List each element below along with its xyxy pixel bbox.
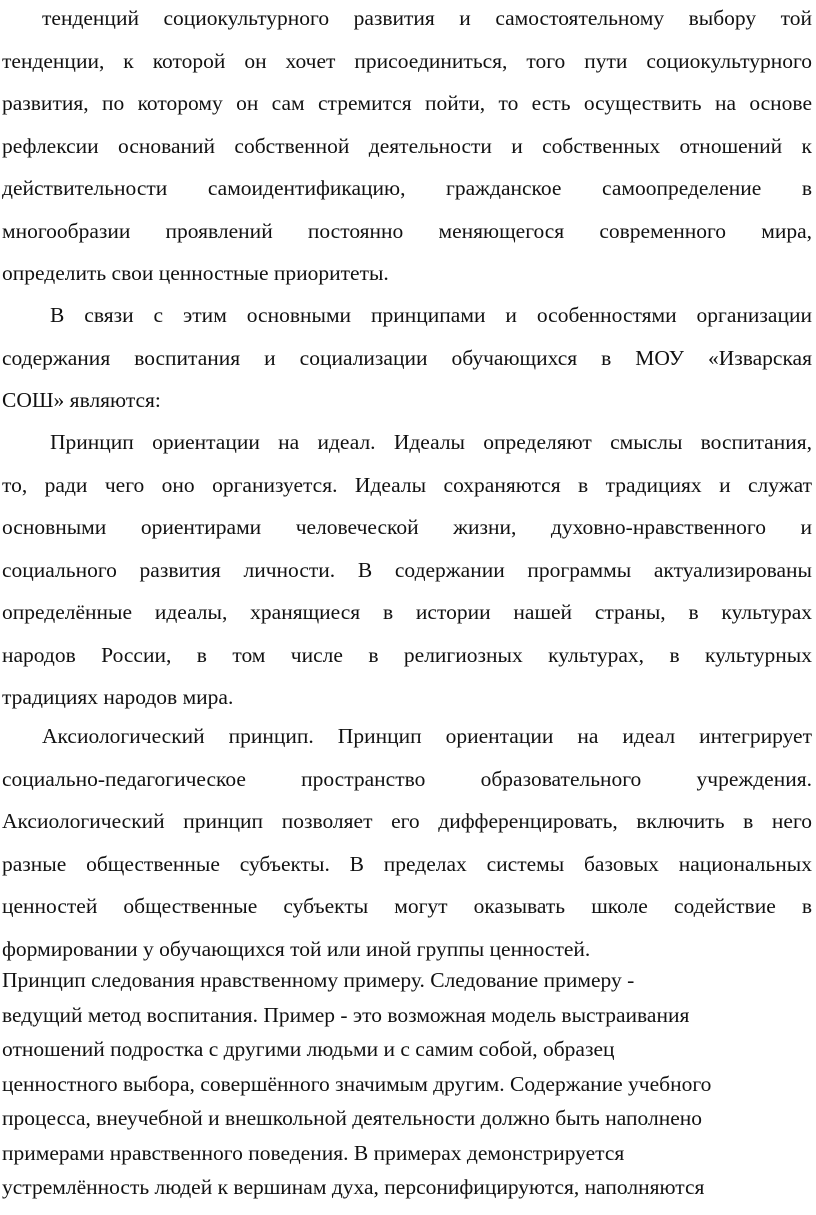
text-line: определить свои ценностные приоритеты. (2, 261, 389, 285)
text-line: разные общественные субъекты. В пределах системы базовых национальных (2, 851, 812, 876)
text-line: формировании у обучающихся той или иной группы ценностей. (2, 936, 591, 961)
text-line: то, ради чего оно организуется. Идеалы сохраняются в традициях и служат (2, 472, 812, 497)
text-line: рефлексии оснований собственной деятельности и собственных отношений к (2, 133, 812, 158)
text-line: СОШ» являются: (2, 388, 161, 412)
text-line: многообразии проявлений постоянно меняющегося современного мира, (2, 218, 812, 243)
text-line: ведущий метод воспитания. Пример - это возможная модель выстраивания (2, 1002, 690, 1027)
text-line: традициях народов мира. (2, 685, 234, 709)
text-line: тенденции, к которой он хочет присоединиться, того пути социокультурного (2, 48, 812, 73)
text-line: социального развития личности. В содержании программы актуализированы (2, 557, 812, 582)
text-line: Принцип следования нравственному примеру. Следование примеру - (2, 968, 635, 992)
text-line: определённые идеалы, хранящиеся в истории нашей страны, в культурах (2, 600, 812, 624)
text-line: ценностей общественные субъекты могут оказывать школе содействие в (2, 894, 812, 918)
text-line: развития, по которому он сам стремится пойти, то есть осуществить на основе (2, 91, 812, 115)
paragraph-4 (2, 715, 812, 970)
paragraph-1 (2, 0, 812, 295)
text-line: Аксиологический принцип позволяет его дифференцировать, включить в него (2, 809, 812, 833)
text-line: тенденций социокультурного развития и самостоятельному выбору той (42, 6, 812, 30)
text-line: основными ориентирами человеческой жизни, духовно-нравственного и (2, 515, 812, 539)
paragraph-2 (2, 294, 812, 422)
text-line: действительности самоидентификацию, гражданское самоопределение в (2, 176, 812, 200)
paragraph-5 (2, 963, 812, 1205)
text-line: социально-педагогическое пространство образовательного учреждения. (2, 766, 812, 791)
text-line: отношений подростка с другими людьми и с самим собой, образец (2, 1037, 615, 1061)
text-line: Принцип ориентации на идеал. Идеалы определяют смыслы воспитания, (50, 430, 812, 454)
text-line: народов России, в том числе в религиозных культурах, в культурных (2, 642, 812, 667)
text-line: содержания воспитания и социализации обучающихся в МОУ «Изварская (2, 345, 812, 370)
text-line: Аксиологический принцип. Принцип ориентации на идеал интегрирует (42, 724, 812, 748)
text-line: примерами нравственного поведения. В примерах демонстрируется (2, 1140, 625, 1165)
text-line: ценностного выбора, совершённого значимым другим. Содержание учебного (2, 1071, 712, 1096)
text-line: устремлённость людей к вершинам духа, персонифицируются, наполняются (2, 1175, 705, 1199)
text-line: процесса, внеучебной и внешкольной деятельности должно быть наполнено (2, 1106, 703, 1130)
text-line: В связи с этим основными принципами и особенностями организации (50, 303, 812, 327)
paragraph-3 (2, 421, 812, 719)
